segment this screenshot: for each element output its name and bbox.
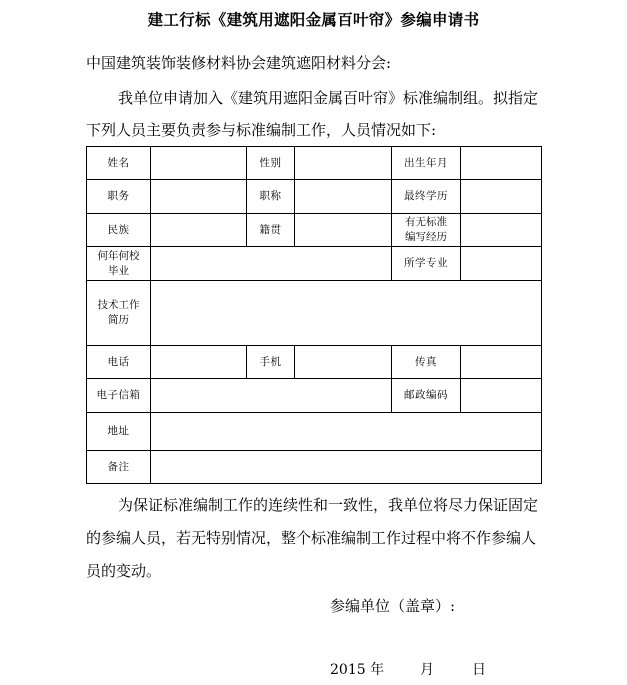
fax-label: 传真 (392, 346, 461, 379)
postcode-field[interactable] (461, 379, 542, 413)
resume-label (87, 281, 151, 346)
experience-field[interactable] (461, 214, 542, 247)
document-title: 建工行标《建筑用遮阳金属百叶帘》参编申请书 (147, 11, 480, 29)
name-field[interactable] (151, 147, 247, 180)
fax-field[interactable] (461, 346, 542, 379)
email-field[interactable] (151, 379, 392, 413)
birth-label: 出生年月 (392, 147, 461, 180)
address-label: 地址 (87, 413, 151, 451)
resume-field[interactable] (151, 281, 542, 346)
education-label: 最终学历 (392, 180, 461, 214)
intro-line-2: 下列人员主要负责参与标准编制工作，人员情况如下: (86, 121, 437, 139)
position-field[interactable] (151, 180, 247, 214)
gender-field[interactable] (295, 147, 392, 180)
gender-label: 性别 (247, 147, 295, 180)
phone-label: 电话 (87, 346, 151, 379)
resume-label-text: 技术工作简历 (97, 299, 140, 326)
postcode-label: 邮政编码 (392, 379, 461, 413)
native-place-label: 籍贯 (247, 214, 295, 247)
table-row (87, 147, 542, 180)
title-field[interactable] (295, 180, 392, 214)
birth-field[interactable] (461, 147, 542, 180)
intro-line-1: 我单位申请加入《建筑用遮阳金属百叶帘》标准编制组。拟指定 (118, 89, 539, 107)
date-year: 2015 年 (330, 662, 385, 678)
position-label: 职务 (87, 180, 151, 214)
date-month: 月 (420, 662, 434, 678)
remarks-label: 备注 (87, 451, 151, 484)
table-row (87, 451, 542, 484)
date-day: 日 (472, 662, 486, 678)
table-row (87, 346, 542, 379)
name-label: 姓名 (87, 147, 151, 180)
experience-label-text: 有无标准编写经历 (405, 216, 447, 243)
closing-line-2: 的参编人员，若无特别情况，整个标准编制工作过程中将不作参编人 (86, 529, 537, 547)
signature-line: 参编单位（盖章）: (330, 597, 456, 615)
graduated-label-text: 何年何校毕业 (97, 249, 140, 277)
major-field[interactable] (461, 247, 542, 281)
table-row (87, 247, 542, 281)
application-form-table (86, 146, 542, 484)
mobile-label: 手机 (247, 346, 295, 379)
phone-field[interactable] (151, 346, 247, 379)
address-field[interactable] (151, 413, 542, 451)
mobile-field[interactable] (295, 346, 392, 379)
table-row (87, 214, 542, 247)
addressee: 中国建筑装饰装修材料协会建筑遮阳材料分会: (86, 54, 392, 72)
graduated-label (87, 247, 151, 281)
major-label: 所学专业 (392, 247, 461, 281)
table-row (87, 180, 542, 214)
ethnicity-field[interactable] (151, 214, 247, 247)
closing-line-3: 员的变动。 (86, 562, 162, 580)
table-row (87, 379, 542, 413)
graduated-field[interactable] (151, 247, 392, 281)
email-label: 电子信箱 (87, 379, 151, 413)
table-row (87, 413, 542, 451)
ethnicity-label: 民族 (87, 214, 151, 247)
native-place-field[interactable] (295, 214, 392, 247)
table-row (87, 281, 542, 346)
experience-label (392, 214, 461, 247)
title-label: 职称 (247, 180, 295, 214)
closing-line-1: 为保证标准编制工作的连续性和一致性，我单位将尽力保证固定 (118, 496, 539, 514)
remarks-field[interactable] (151, 451, 542, 484)
education-field[interactable] (461, 180, 542, 214)
